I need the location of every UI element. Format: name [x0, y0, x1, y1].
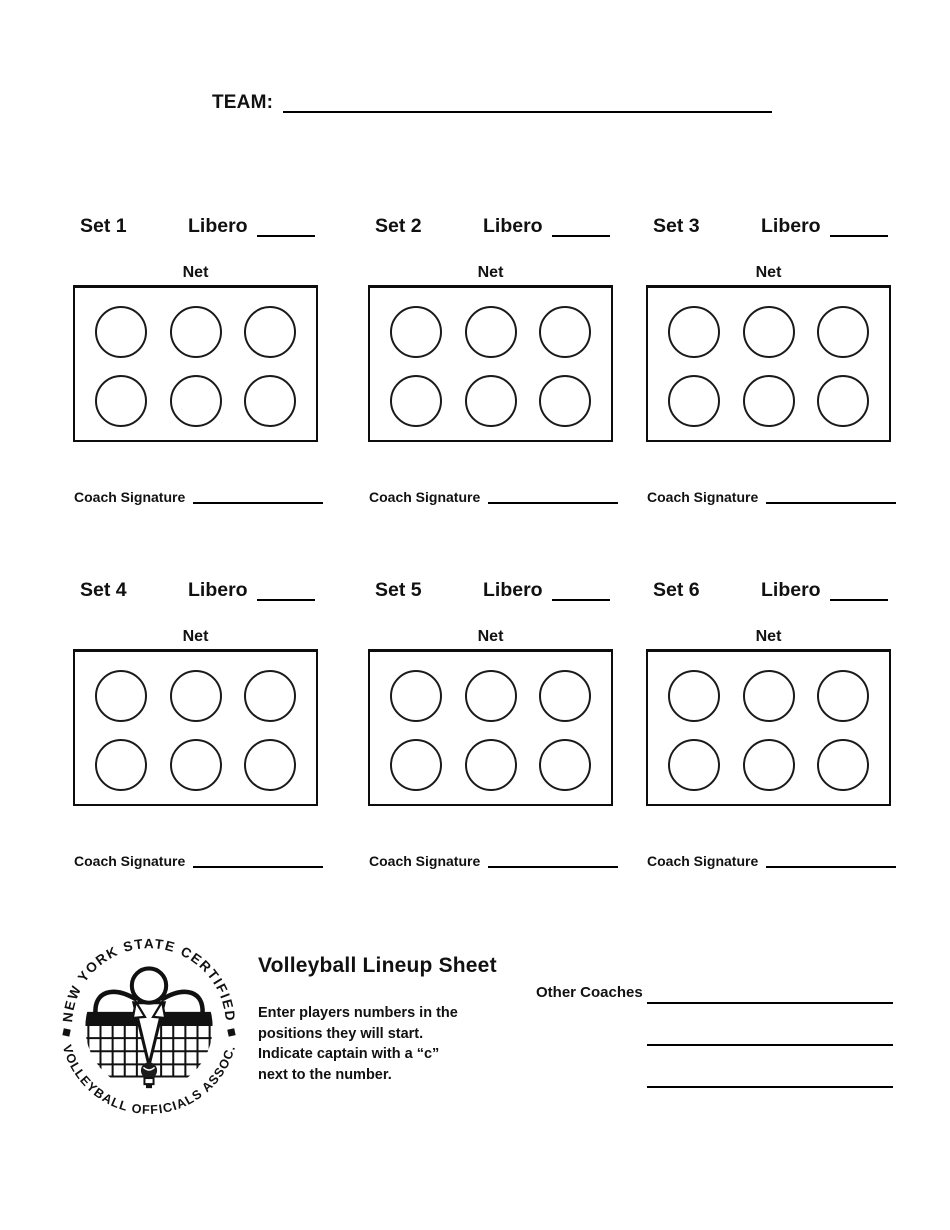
position-circle: [668, 739, 720, 791]
position-circle: [465, 670, 517, 722]
coach-signature-blank-line: [488, 491, 618, 504]
position-circle: [539, 375, 591, 427]
position-circle: [244, 306, 296, 358]
position-circle: [743, 670, 795, 722]
referee-right-arm: [163, 992, 202, 1013]
coach-signature-label: Coach Signature: [369, 489, 481, 505]
instruction-line: next to the number.: [258, 1066, 392, 1083]
court-back-row: [668, 375, 869, 427]
position-circle: [95, 670, 147, 722]
set-block-4: [73, 576, 323, 869]
coach-signature-row: [646, 853, 896, 869]
libero-group: [483, 579, 610, 602]
court-front-row: [390, 306, 591, 358]
position-circle: [390, 375, 442, 427]
position-circle: [390, 670, 442, 722]
court-back-row: [668, 739, 869, 791]
libero-blank-line: [830, 219, 888, 237]
position-circle: [390, 306, 442, 358]
net-label: Net: [182, 628, 209, 645]
logo-right-bullet: [227, 1028, 235, 1036]
position-circle: [743, 306, 795, 358]
coach-signature-blank-line: [193, 855, 323, 868]
coach-signature-label: Coach Signature: [74, 489, 186, 505]
libero-label: Libero: [483, 215, 543, 237]
libero-blank-line: [552, 583, 610, 601]
position-circle: [244, 739, 296, 791]
set-block-3: [646, 212, 896, 505]
position-circle: [817, 306, 869, 358]
position-circle: [170, 670, 222, 722]
position-circle: [244, 670, 296, 722]
coach-signature-blank-line: [193, 491, 323, 504]
set-header: [73, 576, 323, 602]
position-circle: [465, 306, 517, 358]
other-coaches-blank-line: [647, 1044, 893, 1046]
court-diagram: [73, 285, 318, 442]
court-diagram: [646, 649, 891, 806]
coach-signature-blank-line: [766, 491, 896, 504]
coach-signature-label: Coach Signature: [647, 853, 759, 869]
position-circle: [668, 306, 720, 358]
coach-signature-label: Coach Signature: [74, 853, 186, 869]
instruction-line: Indicate captain with a “c”: [258, 1046, 440, 1062]
position-circle: [668, 670, 720, 722]
court-front-row: [390, 670, 591, 722]
court-front-row: [668, 306, 869, 358]
net-label: Net: [477, 628, 504, 645]
position-circle: [95, 306, 147, 358]
referee-head: [132, 968, 166, 1002]
whistle-mouthpiece: [144, 1078, 153, 1084]
team-label: TEAM:: [212, 92, 274, 113]
court-back-row: [95, 375, 296, 427]
other-coaches-label: Other Coaches: [536, 984, 643, 1001]
court-back-row: [390, 739, 591, 791]
position-circle: [465, 375, 517, 427]
other-coaches-blank-line: [647, 1086, 893, 1088]
position-circle: [170, 375, 222, 427]
coach-signature-blank-line: [488, 855, 618, 868]
set-label: Set 1: [80, 215, 127, 237]
net-label: Net: [755, 264, 782, 281]
coach-signature-label: Coach Signature: [647, 489, 759, 505]
libero-label: Libero: [188, 579, 248, 601]
set-label: Set 5: [375, 579, 422, 601]
court-diagram: [368, 649, 613, 806]
position-circle: [95, 375, 147, 427]
referee-left-arm: [95, 992, 134, 1013]
instruction-line: positions they will start.: [258, 1025, 424, 1042]
position-circle: [465, 739, 517, 791]
set-header: [368, 212, 618, 238]
set-block-2: [368, 212, 618, 505]
court-front-row: [668, 670, 869, 722]
coach-signature-row: [73, 489, 323, 505]
court-diagram: [73, 649, 318, 806]
libero-label: Libero: [761, 579, 821, 601]
position-circle: [817, 670, 869, 722]
libero-group: [188, 579, 315, 602]
court-diagram: [646, 285, 891, 442]
net-label: Net: [755, 628, 782, 645]
libero-group: [761, 579, 888, 602]
set-label: Set 2: [375, 215, 422, 237]
coach-signature-row: [368, 489, 618, 505]
position-circle: [539, 739, 591, 791]
position-circle: [539, 670, 591, 722]
nysvoa-logo: [52, 928, 246, 1122]
set-block-1: [73, 212, 323, 505]
position-circle: [95, 739, 147, 791]
libero-group: [483, 215, 610, 238]
court-front-row: [95, 670, 296, 722]
coach-signature-row: [368, 853, 618, 869]
set-block-6: [646, 576, 896, 869]
set-header: [73, 212, 323, 238]
position-circle: [817, 375, 869, 427]
coach-signature-row: [73, 853, 323, 869]
instructions: [258, 1003, 458, 1085]
position-circle: [390, 739, 442, 791]
set-block-5: [368, 576, 618, 869]
libero-blank-line: [552, 219, 610, 237]
position-circle: [668, 375, 720, 427]
logo-arc-top-text: NEW YORK STATE CERTIFIED: [60, 936, 238, 1023]
set-label: Set 3: [653, 215, 700, 237]
court-front-row: [95, 306, 296, 358]
libero-group: [188, 215, 315, 238]
nysvoa-logo-graphic: [52, 928, 246, 1122]
set-header: [368, 576, 618, 602]
libero-group: [761, 215, 888, 238]
sheet-title: Volleyball Lineup Sheet: [258, 954, 497, 977]
team-row: [212, 92, 772, 114]
court-diagram: [368, 285, 613, 442]
logo-left-bullet: [62, 1028, 70, 1036]
set-header: [646, 576, 896, 602]
set-header: [646, 212, 896, 238]
team-blank-line: [283, 95, 772, 113]
libero-label: Libero: [188, 215, 248, 237]
position-circle: [170, 739, 222, 791]
net-label: Net: [182, 264, 209, 281]
libero-label: Libero: [483, 579, 543, 601]
set-label: Set 4: [80, 579, 127, 601]
coach-signature-row: [646, 489, 896, 505]
coach-signature-blank-line: [766, 855, 896, 868]
libero-blank-line: [257, 583, 315, 601]
libero-label: Libero: [761, 215, 821, 237]
logo-arc-bottom-text: VOLLEYBALL OFFICIALS ASSOC.: [59, 1043, 239, 1118]
position-circle: [170, 306, 222, 358]
position-circle: [244, 375, 296, 427]
court-back-row: [95, 739, 296, 791]
position-circle: [743, 375, 795, 427]
coach-signature-label: Coach Signature: [369, 853, 481, 869]
whistle-tip: [146, 1085, 152, 1089]
net-label: Net: [477, 264, 504, 281]
libero-blank-line: [830, 583, 888, 601]
instruction-line: Enter players numbers in the: [258, 1005, 458, 1021]
position-circle: [743, 739, 795, 791]
position-circle: [539, 306, 591, 358]
position-circle: [817, 739, 869, 791]
libero-blank-line: [257, 219, 315, 237]
set-label: Set 6: [653, 579, 700, 601]
court-back-row: [390, 375, 591, 427]
other-coaches-blank-line: [647, 1002, 893, 1004]
